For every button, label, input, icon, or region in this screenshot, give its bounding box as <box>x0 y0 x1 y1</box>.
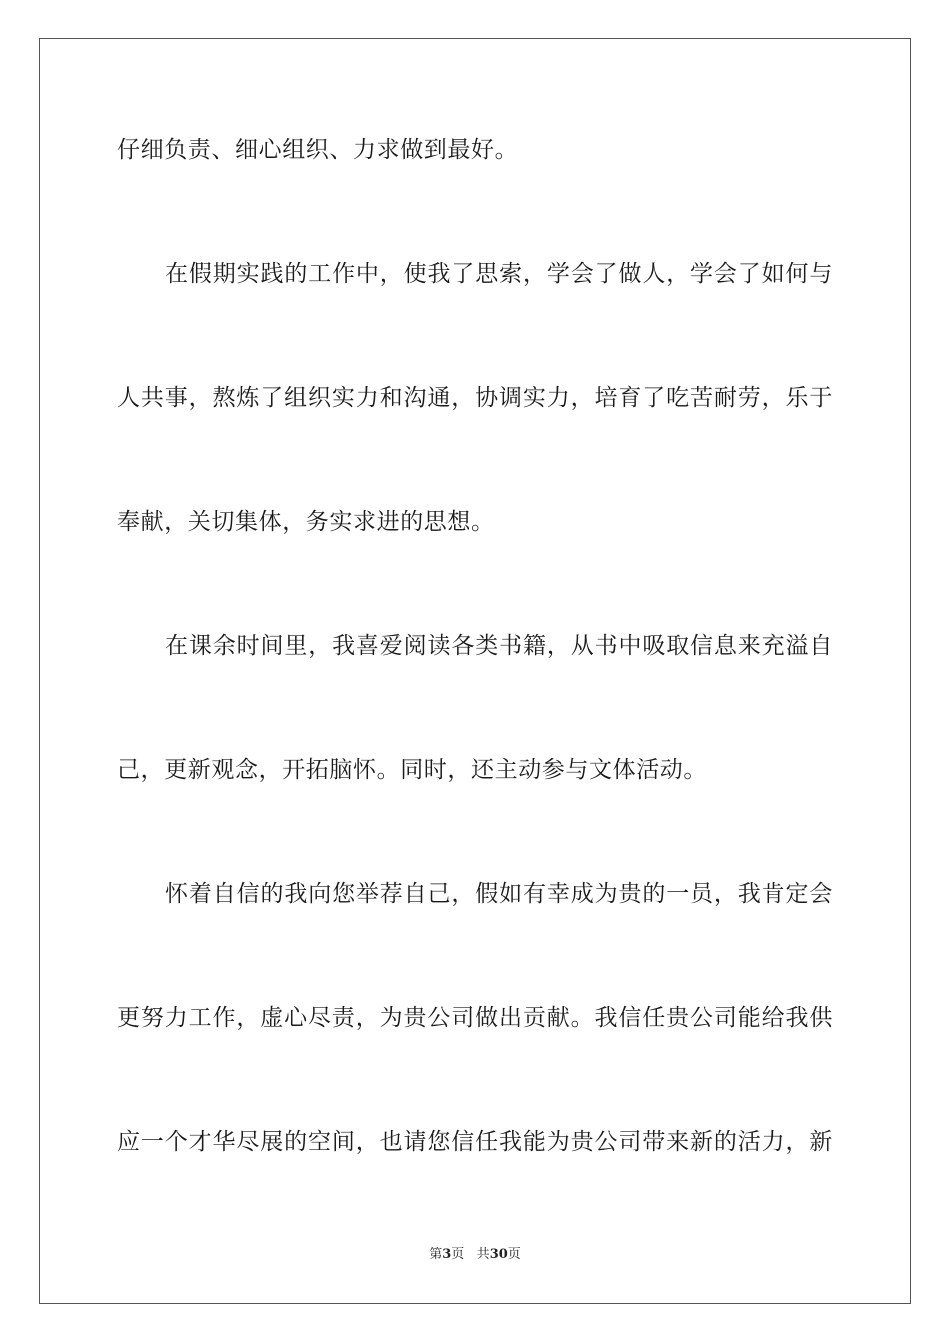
text-line-9: 应一个才华尽展的空间，也请您信任我能为贵公司带来新的活力，新 <box>117 1129 833 1155</box>
text-line-8: 更努力工作，虚心尽责，为贵公司做出贡献。我信任贵公司能给我供 <box>117 1005 833 1031</box>
total-suffix: 页 <box>507 1247 521 1262</box>
total-prefix: 共 <box>476 1247 490 1262</box>
page-prefix: 第 <box>429 1247 443 1262</box>
text-line-7: 怀着自信的我向您举荐自己，假如有幸成为贵的一员，我肯定会 <box>165 881 833 907</box>
page-number: 3 <box>442 1247 452 1262</box>
text-line-4: 奉献，关切集体，务实求进的思想。 <box>117 509 495 535</box>
page-footer <box>0 1246 950 1264</box>
text-line-1: 仔细负责、细心组织、力求做到最好。 <box>117 137 519 163</box>
text-line-3: 人共事，熬炼了组织实力和沟通，协调实力，培育了吃苦耐劳，乐于 <box>117 385 833 411</box>
text-line-2: 在假期实践的工作中，使我了思索，学会了做人，学会了如何与 <box>165 261 833 287</box>
text-line-6: 己，更新观念，开拓脑怀。同时，还主动参与文体活动。 <box>117 757 707 783</box>
text-line-5: 在课余时间里，我喜爱阅读各类书籍，从书中吸取信息来充溢自 <box>165 633 833 659</box>
page-total: 30 <box>489 1247 508 1262</box>
page-border <box>39 38 911 1304</box>
page-suffix: 页 <box>451 1247 465 1262</box>
